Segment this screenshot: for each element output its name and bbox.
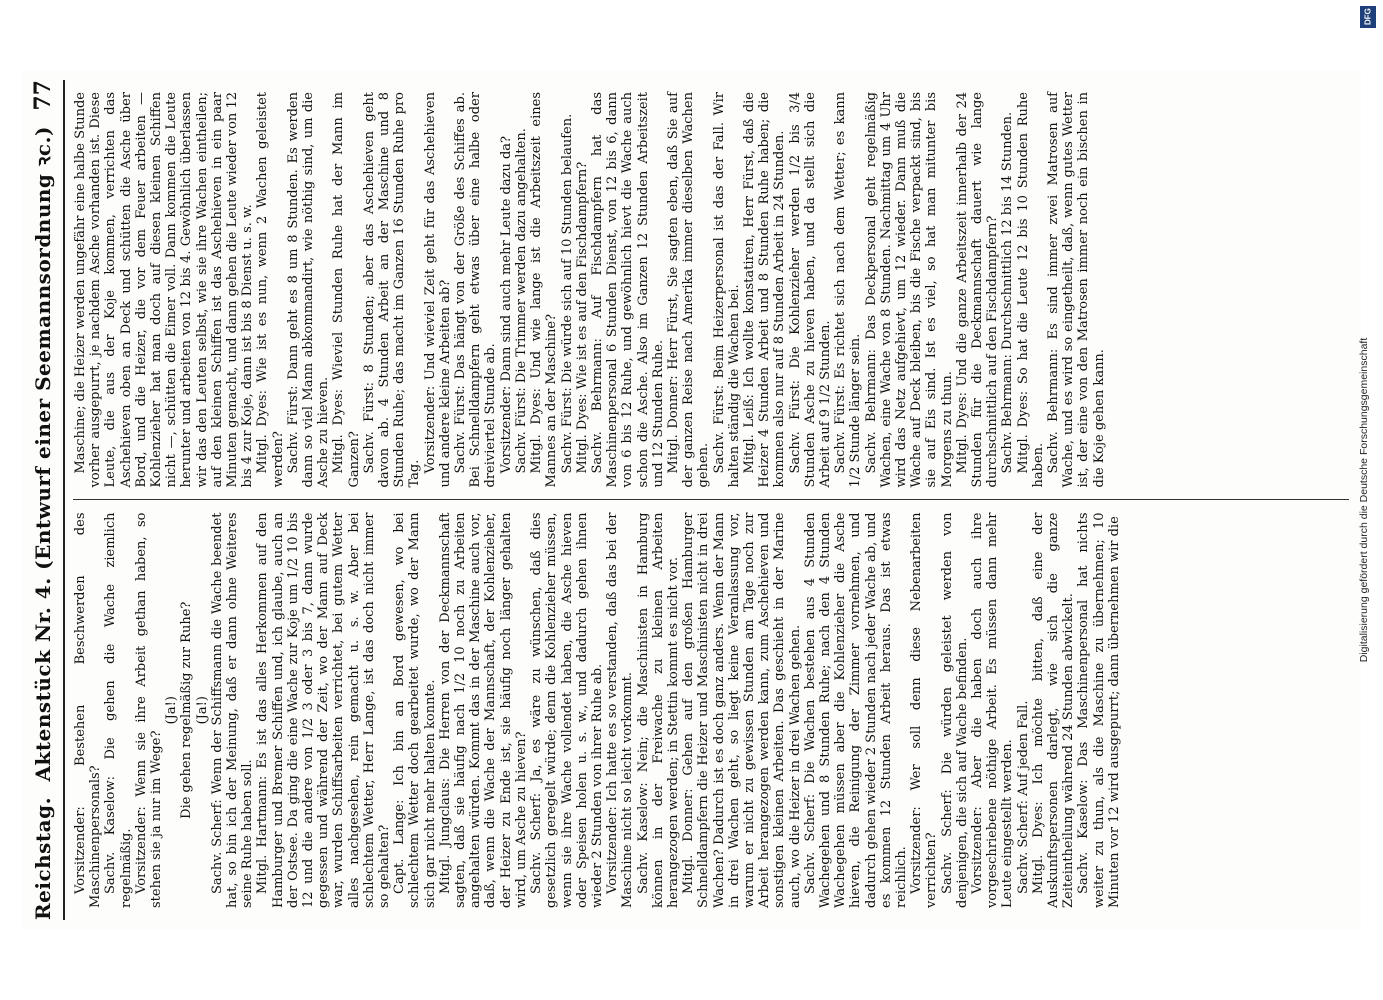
paragraph: Vorsitzender: Dann sind auch mehr Leute dazu da? xyxy=(498,135,514,474)
paragraph: Mitgl. Dyes: Und wie lange ist die Arbeitszeit eines Mannes an der Maschine? xyxy=(529,92,560,488)
paragraph: Sachv. Fürst: Es richtet sich nach dem Wetter; es kann 1/2 Stunde länger sein. xyxy=(833,92,864,488)
paragraph: Vorsitzender: Und wieviel Zeit geht für das Aschehieven und andere kleine Arbeiten ab? xyxy=(422,92,453,488)
paragraph: Vorsitzender: Bestehen Beschwerden des Maschinenpersonals? xyxy=(73,512,104,908)
text-columns xyxy=(73,80,1349,920)
paragraph: Sachv. Behrmann: Durchschnittlich 12 bis 14 Stunden. xyxy=(1000,111,1016,474)
paragraph: Sachv. Fürst: 8 Stunden; aber das Aschehieven geht davon ab. 4 Stunden Arbeit an der Maschine und 8 Stunden Ruhe; das macht im Ganzen 16 Stunden Ruhe pro Tag. xyxy=(361,92,423,488)
column-divider xyxy=(73,500,1349,501)
header-left: Reichstag. xyxy=(31,796,55,920)
paragraph: Mitgl. Dyes: Wieviel Stunden Ruhe hat der Mann im Ganzen? xyxy=(331,92,362,488)
paragraph: Mitgl. Hartmann: Es ist das alles Herkommen auf den Hamburger und Bremer Schiffen und, ich glaube, auch an der Ostsee. Da ging die eine Wache zur Koje um 1/2 10 bis 12 und die andere von 1/2 3 oder 3 bis 7, dann wurde gegessen und während der Zeit, wo der Mann auf Deck war, wurden Schiffsarbeiten verrichtet, bei gutem Wetter alles nachgesehen, rein gemacht u. s. w. Aber bei schlechtem Wetter, Herr Lange, ist das doch nicht immer so gehalten? xyxy=(255,512,393,908)
paragraph: Sachv. Kaselow: Die gehen die Wache ziemlich regelmäßig. xyxy=(103,512,134,908)
paragraph: Sachv. Behrmann: Auf Fischdampfern hat das Maschinenpersonal 6 Stunden Dienst, von 12 bis 6, dann von 6 bis 12 Ruhe, und gewöhnlich hievt die Wache auch schon die Asche. Also im Ganzen 12 Stunden Arbeitszeit und 12 Stunden Ruhe. xyxy=(589,92,666,488)
paragraph: Sachv. Scherf: Wenn der Schiffsmann die Wache beendet hat, so bin ich der Meinung, daß er dann ohne Weiteres seine Ruhe haben soll. xyxy=(209,512,256,908)
document-page xyxy=(21,70,1361,930)
paragraph: Sachv. Scherf: Ja, es wäre zu wünschen, daß dies gesetzlich geregelt würde; denn die Kohlenzieher müssen, wenn sie ihre Wache vollendet haben, die Asche hieven oder Speisen holen u. s. w., und dadurch gehen ihnen wieder 2 Stunden von ihrer Ruhe ab. xyxy=(529,512,605,908)
paragraph: Vorsitzender: Ich hatte es so verstanden, daß das bei der Maschine nicht so leicht vorkommt. xyxy=(605,512,636,908)
paragraph: Mitgl. Dyes: Wie ist es nun, wenn 2 Wachen geleistet werden? xyxy=(255,92,286,488)
paragraph: Vorsitzender: Aber die haben doch auch ihre vorgeschriebene nöthige Arbeit. Es müssen dann mehr Leute eingestellt werden. xyxy=(969,512,1016,908)
paragraph: Sachv. Scherf: Die würden geleistet werden von denjenigen, die sich auf Wache befinden. xyxy=(939,512,970,908)
paragraph: Sachv. Kaselow: Das Maschinenpersonal hat nichts weiter zu thun, als die Maschine zu übernehmen; 10 Minuten vor 12 wird ausgepurrt; dann übernehmen wir die xyxy=(1076,512,1122,908)
header-title: Aktenstück Nr. 4. (Entwurf einer Seemannsordnung ꝛc.) xyxy=(31,126,55,782)
funding-note: Digitalisierung gefördert durch die Deutsche Forschungsgemeinschaft xyxy=(1358,337,1370,663)
paragraph: Mitgl. Dyes: So hat die Leute 12 bis 10 Stunden Ruhe haben. xyxy=(1015,92,1046,488)
paragraph: Mitgl. Dyes: Wie ist es auf den Fischdampfern? xyxy=(574,161,590,474)
paragraph: Sachv. Fürst: Die würde sich auf 10 Stunden belaufen. xyxy=(559,113,575,474)
paragraph: Sachv. Kaselow: Nein; die Maschinisten in Hamburg können in der Freiwache zu kleinen Arbeiten herangezogen werden; in Stettin kommt es nicht vor. xyxy=(635,512,681,908)
paragraph: Mitgl. Dyes: Und die ganze Arbeitszeit innerhalb der 24 Stunden für die Deckmannschaft dauert wie lange durchschnittlich auf den Fischdampfern? xyxy=(954,92,1001,488)
paragraph: Sachv. Scherf: Die Wachen bestehen aus 4 Stunden Wachegehen und 8 Stunden Ruhe; nach den 4 Stunden Wachegehen müssen aber die Kohlenzieher die Asche hieven, die Reinigung der Zimmer vornehmen, und dadurch gehen wieder 2 Stunden nach jeder Wache ab, und es kommen 12 Stunden Arbeit heraus. Das ist etwas reichlich. xyxy=(802,512,909,908)
paragraph: Vorsitzender: Wenn sie ihre Arbeit gethan haben, so stehen sie ja nur im Wege? xyxy=(133,512,165,908)
paragraph: Mitgl. Dyes: Ich möchte bitten, daß eine der Auskunftspersonen darlegt, wie sich die ganze Zeiteintheilung während 24 Stunden abwickelt. xyxy=(1030,512,1077,908)
paragraph: Mitgl. Donner: Gehen auf den großen Hamburger Schnelldampfern die Heizer und Maschinisten nicht in drei Wachen? Dadurch ist es doch ganz anders. Wenn der Mann in drei Wachen geht, so liegt keine Veranlassung vor, warum er nicht zu gewissen Stunden am Tage noch zur Arbeit herangezogen werden kann, zum Aschehieven und sonstigen kleinen Arbeiten. Das geschieht in der Marine auch, wo die Heizer in drei Wachen gehen. xyxy=(681,512,803,908)
paragraph: Sachv. Behrmann: Es sind immer zwei Matrosen auf Wache, und es wird so eingetheilt, daß, wenn gutes Wetter ist, der eine von den Matrosen immer noch ein bischen in die Koje gehen kann. xyxy=(1046,92,1107,488)
paragraph: Sachv. Fürst: Beim Heizerpersonal ist das der Fall. Wir halten ständig die Wachen bei. xyxy=(711,92,742,488)
right-column xyxy=(73,80,1349,500)
paragraph: Mitgl. Leiß: Ich wollte konstatiren, Herr Fürst, daß die Heizer 4 Stunden Arbeit und 8 Stunden Ruhe haben; die kommen also nur auf 8 Stunden Arbeit in 24 Stunden. xyxy=(741,92,788,488)
paragraph: Sachv. Fürst: Das hängt von der Größe des Schiffes ab. Bei Schnelldampfern geht etwas über eine halbe oder dreiviertel Stunde ab. xyxy=(453,92,499,488)
paragraph: Capt. Lange: Ich bin an Bord gewesen, wo bei schlechtem Wetter doch gearbeitet wurde, wo der Mann sich gar nicht mehr halten konnte. xyxy=(392,512,438,908)
paragraph: Sachv. Fürst: Die Kohlenzieher werden 1/2 bis 3/4 Stunden Asche zu hieven haben, und da stellt sich die Arbeit auf 9 1/2 Stunden. xyxy=(787,92,833,488)
paragraph: Sachv. Fürst: Dann geht es 8 um 8 Stunden. Es werden dann so viel Mann abkommandirt, wie nöthig sind, um die Asche zu hieven. xyxy=(285,92,332,488)
paragraph: (Ja!) xyxy=(164,696,180,725)
paragraph: Vorsitzender: Wer soll denn diese Nebenarbeiten verrichten? xyxy=(909,512,940,908)
page-number: 77 xyxy=(30,80,56,111)
paragraph: Die gehen regelmäßig zur Ruhe? xyxy=(179,601,195,819)
paragraph: Sachv. Behrmann: Das Deckpersonal geht regelmäßig Wachen, eine Wache von 8 Stunden. Nachmittag um 4 Uhr wird das Netz aufgehievt, um 12 wieder. Dann muß die Wache auf Deck bleiben, bis die Fische verpackt sind, bis sie auf Eis sind. Ist es viel, so hat man mitunter bis Morgens zu thun. xyxy=(863,92,955,488)
paragraph: Maschine; die Heizer werden ungefähr eine halbe Stunde vorher ausgepurrt, je nachdem Asche vorhanden ist. Diese Leute, die aus der Koje kommen, verrichten das Aschehieven oben an Deck und schütten die Asche über Bord, und die Heizer, die vor dem Feuer arbeiten — Kohlenzieher hat man doch auf diesen kleinen Schiffen nicht —, schütten die Eimer voll. Dann kommen die Leute herunter und arbeiten von 12 bis 4. Gewöhnlich überlassen wir das den Leuten selbst, wie sie ihre Wachen eintheilen; auf den kleinen Schiffen ist das Aschehieven in ein paar Minuten gemacht, und dann gehen die Leute wieder von 12 bis 4 zur Koje, dann ist bis 8 Dienst u. s. w. xyxy=(73,92,256,488)
dfg-logo-icon: DFG xyxy=(1360,6,1376,28)
paragraph: Sachv. Fürst: Die Trimmer werden dazu angehalten. xyxy=(513,128,529,474)
paragraph: Mitgl. Jungclaus: Die Herren von der Deckmannschaft sagten, daß sie häufig nach 1/2 10 noch zu Arbeiten angehalten würden. Kommt das in der Maschine auch vor, daß, wenn die Wache der Mannschaft, der Kohlenzieher, der Heizer zu Ende ist, sie häufig noch länger gehalten wird, um Asche zu hieven? xyxy=(437,512,529,908)
paragraph: Mitgl. Donner: Herr Fürst, Sie sagten eben, daß Sie auf der ganzen Reise nach Amerika immer dieselben Wachen gehen. xyxy=(665,92,712,488)
left-column xyxy=(73,501,1349,921)
paragraph: (Ja!) xyxy=(194,696,210,725)
running-header xyxy=(29,80,65,920)
paragraph: Sachv. Scherf: Auf jeden Fall. xyxy=(1015,700,1031,894)
